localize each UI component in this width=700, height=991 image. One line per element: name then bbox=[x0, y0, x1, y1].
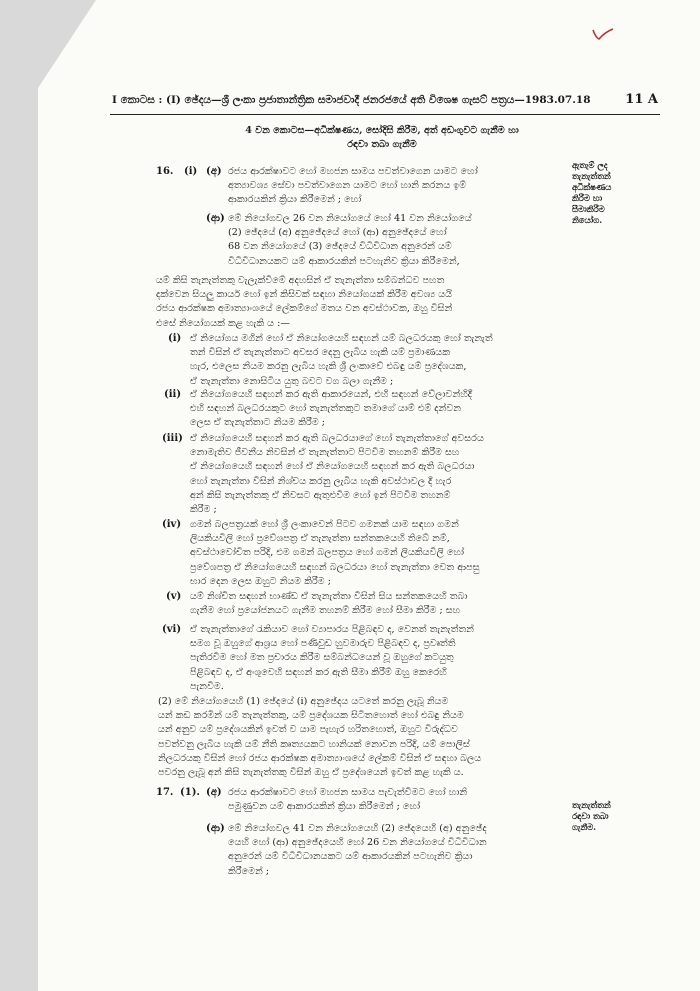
section-17-number: 17. bbox=[156, 787, 174, 798]
text-line: රජය ආරක්ෂාවට හෝ මහජන සාමය පැවැත්වීමට හෝ හානි bbox=[228, 787, 468, 798]
text-line: යෙහි හෝ (ආ) අනුඡේදයෙහි හෝ 26 වන නියෝගයේ විධිවිධාන bbox=[228, 837, 487, 849]
subsection-1-label: (i) bbox=[184, 166, 198, 177]
text-line: රජය ආරක්ෂාවට හෝ මහජන සාමය පවත්වාගෙන යාමට හෝ bbox=[228, 166, 478, 177]
section-16-item-iii bbox=[190, 432, 560, 517]
section-16-item-vi bbox=[190, 623, 560, 694]
text-line: එසේ නියෝගයක් කළ හැකි ය :— bbox=[156, 317, 290, 329]
section-16-intro bbox=[156, 274, 558, 331]
text-line: මේ නියෝගවල 26 වන නියෝගයේ හෝ 41 වන නියෝගයේ bbox=[228, 213, 472, 224]
text-line: සමග වූ ඔහුගේ ආශ්‍රය හෝ පණිවුඩ හුවමාරුව පිළිබඳව ද, ප්‍රවෘත්ති bbox=[190, 638, 456, 650]
margin-line: රඳවා තබා bbox=[572, 811, 609, 821]
margin-line: කිරීම හා bbox=[572, 193, 603, 203]
text-line: අත්‍යාවශ්‍ය සේවා පවත්වාගෙන යාමට හෝ හානි කරනය ඉම් bbox=[228, 180, 467, 192]
page-number: 11 A bbox=[625, 92, 658, 107]
item-ii-label: (ii) bbox=[164, 389, 182, 400]
margin-line: නියෝග. bbox=[572, 215, 603, 225]
item-aa-label: (ආ) bbox=[206, 213, 225, 224]
text-line: රජය ආරක්ෂක අමාත්‍යාංශයේ ලේකම්ගේ මතය වන අවස්ථාවක, ඔහු විසින් bbox=[156, 303, 453, 315]
text-line: ඒ නියෝගයෙහි සඳහන් හෝ ඒ නියෝගයෙහි සඳහන් කර ඇති බලධරයා bbox=[190, 461, 475, 473]
text-line: නොමැතිව ජීවනීය නිවසින් ඒ තැනැත්තාට පිටවීම තහනම් කිරීම සහ bbox=[190, 447, 460, 459]
section-17-item-aa bbox=[228, 822, 560, 879]
text-line: පමුණුවන යම් ආකාරයකින් ක්‍රියා කිරීමෙන් ; හෝ bbox=[228, 801, 421, 813]
heading-line: රඳවා තබා ගැනීම bbox=[347, 139, 417, 151]
text-line: යම් කිසි තැනැත්තකු වැලැක්වීමේ අදහසින් ඒ තැනැත්තා සම්බන්ධව පහත bbox=[156, 275, 445, 286]
text-line: පැතිරවීම හෝ මත ප්‍රචාරය කිරීම සම්බන්ධයෙන් වූ ඔහුගේ කටයුතු bbox=[190, 652, 454, 664]
text-line: 68 වන නියෝගයේ (3) ඡේදයේ විධිවිධාන අනුරෙන් යම් bbox=[228, 241, 452, 253]
text-line: විධිවිධානයකට යම් ආකාරයකින් පටහැනිව ක්‍රියා කිරීමෙන්, bbox=[228, 255, 460, 267]
part-heading bbox=[232, 124, 532, 152]
margin-line: තැනැත්තන් bbox=[572, 800, 611, 810]
text-line: ගමන් බලපත්‍රයක් හෝ ශ්‍රී ලංකාවෙන් පිටව ගමනක් යාම සඳහා ගමන් bbox=[190, 519, 459, 530]
text-line: ගැනීම හෝ ප්‍රයෝජනයට ගැනීම තහනම් කිරීම හෝ සීමා කිරීම ; සහ bbox=[190, 605, 461, 617]
section-16-item-aa bbox=[228, 212, 558, 269]
text-line: ඒ තැනැත්තා නොසිටිය යුතු බවට වග බලා ගැනීම ; bbox=[190, 375, 394, 387]
gazette-page bbox=[38, 0, 700, 991]
margin-line: ඇතැම් ලද bbox=[572, 160, 608, 170]
text-line: ප්‍රවේශපත්‍ර ඒ නියෝගයෙහි සඳහන් බලධරයා හෝ තැනැත්තා වෙත ආපසු bbox=[190, 561, 480, 573]
text-line: ඒ නියෝගයෙහි සඳහන් කර ඇති ආකාරයෙන්, එහි සඳහන් වේලාවන්හිදී bbox=[190, 389, 473, 400]
section-17-item-a-label: (අ) bbox=[206, 787, 222, 798]
item-iv-label: (iv) bbox=[162, 519, 182, 530]
text-line: අනුරෙන් යම් විධිවිධානයකට යම් ආකාරයකින් පටහැනිව ක්‍රියා bbox=[228, 851, 473, 863]
heading-line: 4 වන කොටස—අධීක්ෂණය, සෝදිසි කිරීම, අත් අඩංගුවට ගැනීම හා bbox=[245, 125, 519, 136]
folded-corner bbox=[38, 0, 96, 88]
item-i-label: (i) bbox=[168, 333, 182, 344]
header-rule bbox=[110, 114, 660, 115]
text-line: තන් විසින් ඒ තැනැත්තාට අවසර දෙනු ලැබිය හැකි යම් ප්‍රමාණයක bbox=[190, 347, 450, 359]
text-line: ලෙස ඒ තැනැත්තාට නියම කිරීම ; bbox=[190, 417, 326, 429]
section-16-number: 16. bbox=[156, 166, 174, 177]
text-line: අන් කිසි තැනැත්තකු ඒ නිවසට ඇතුළුවීම හෝ ඉන් පිටවීම තහනම් bbox=[190, 489, 451, 501]
section-16-item-i bbox=[190, 332, 560, 389]
item-v-label: (v) bbox=[166, 591, 182, 602]
text-line: අවස්ථාවෝචිත පරිදි, එම ගමන් බලපත්‍රය හෝ ගමන් ලියකියවිලි හෝ bbox=[190, 547, 465, 559]
section-16-subsection-2 bbox=[158, 695, 560, 780]
margin-line: තැනැත්තන් bbox=[572, 171, 611, 181]
section-17-marginal-note bbox=[572, 800, 648, 833]
text-line: (2) ඡේදයේ (අ) අනුඡේදයේ හෝ (ආ) අනුඡේදයේ හෝ bbox=[228, 227, 447, 239]
text-line: පැනවීම. bbox=[190, 680, 224, 692]
item-a-label: (අ) bbox=[206, 166, 222, 177]
text-line: පිළිබඳව ද, ඒ අංශුවෙහි සඳහන් කර ඇති සීමා කිරීම් ඔහු කෙරෙහි bbox=[190, 666, 447, 678]
section-16-item-iv bbox=[190, 518, 560, 589]
margin-line: ගැනීම. bbox=[572, 822, 597, 832]
text-line: හැර, එලෙස නියම කරනු ලැබිය හැකි ශ්‍රී ලංකාවේ එබඳු යම් ප්‍රදේශයක, bbox=[190, 361, 467, 373]
text-line: යන් අනුව යම් ප්‍රදේශයකින් ඉවත් ව යාම පැහැර හරිතහොත්, ඔහුට විරුද්ධව bbox=[158, 724, 458, 736]
text-line: නිලධරයකු විසින් හෝ රජය ආරක්ෂක අමාත්‍යාංශයේ ලේකම් විසින් ඒ සඳහා බලය bbox=[158, 752, 482, 764]
header-text: I කොටස : (I) ඡේදය—ශ්‍රී ලංකා ප්‍රජාතාන්ත්‍රික සමාජවාදී ජනරජයේ අති විශෙෂ ගැසට් පත්‍රය—1983.07.18 bbox=[112, 94, 591, 106]
gazette-header bbox=[112, 94, 658, 107]
text-line: යම් නිශ්චිත සඳහන් භාණ්ඩ ඒ තැනැත්තා විසින් සිය සන්තකයෙහි තබා bbox=[190, 591, 468, 602]
text-line: පවරනු ලැබූ අන් කිසි තැනැත්තකු විසින් ඔහු ඒ ප්‍රදේශයෙන් ඉවත් කළ හැකි ය. bbox=[158, 767, 464, 779]
text-line: හෝ තැනැත්තා විසින් නිශ්චය කරනු ලැබිය හැකි අවස්ථාවල දී හැර bbox=[190, 475, 452, 487]
margin-line: අධීක්ෂණය bbox=[572, 182, 612, 192]
text-line: ඒ නියෝගයෙහි සඳහන් කර ඇති බලධරයාගේ හෝ තැනැත්තාගේ අවසරය bbox=[190, 433, 484, 444]
text-line: මේ නියෝගවල 41 වන නියෝගයෙහි (2) ඡේදයෙහි (අ) අනුඡේද bbox=[228, 823, 487, 834]
text-line: යන් කඩ කරමින් යම් තැනැත්තකු, යම් ප්‍රදේශයක සිටිතහොත් හෝ එබඳු නියම bbox=[158, 710, 464, 722]
text-line: (2) මේ නියෝගයෙහි (1) ඡේදයේ (i) අනුඡේදය යටතේ කරනු ලැබූ නියම bbox=[158, 696, 449, 707]
text-line: එහි සඳහන් බලධරයකුට හෝ තැනැත්තකුට තමාගේ යාම් එම් දන්වන bbox=[190, 403, 462, 415]
section-16-item-v bbox=[190, 590, 560, 618]
section-16-marginal-note bbox=[572, 160, 648, 226]
handwritten-check-mark bbox=[591, 26, 615, 42]
text-line: භාර දෙන ලෙස ඔහුට නියම කිරීම ; bbox=[190, 575, 331, 587]
text-line: ඒ නියෝගය මගින් හෝ ඒ නියෝගයෙහි සඳහන් යම් බලධරයකු හෝ තැනැත් bbox=[190, 333, 493, 344]
text-line: ආකාරයකින් ක්‍රියා කිරීමෙන් ; හෝ bbox=[228, 194, 362, 206]
section-17-item-aa-label: (ආ) bbox=[206, 823, 225, 834]
text-line: ඒ තැනැත්තාගේ රැකියාව හෝ ව්‍යාපාරය පිළිබඳව ද, වෙනත් තැනැත්තන් bbox=[190, 624, 474, 635]
section-17-item-a bbox=[228, 786, 560, 814]
section-16-item-a bbox=[228, 165, 558, 208]
text-line: කිරීමෙන් ; bbox=[228, 865, 270, 877]
margin-line: සීමාකිරීම bbox=[572, 204, 605, 214]
text-line: ලියකියවිලි හෝ ප්‍රවේශපත්‍ර ඒ තැනැත්තා සන්තකයෙහි තිබේ නම්, bbox=[190, 533, 450, 545]
item-vi-label: (vi) bbox=[162, 624, 182, 635]
text-line: කිරීම ; bbox=[190, 504, 217, 516]
section-16-item-ii bbox=[190, 388, 560, 431]
section-17-subsection-label: (1). bbox=[180, 787, 200, 798]
item-iii-label: (iii) bbox=[162, 433, 183, 444]
text-line: දක්වෙන සියලු කාර්ය හෝ ඉන් කිසිවක් සඳහා නියෝගයක් කිරීම අවශ්‍ය යයි bbox=[156, 289, 453, 301]
text-line: පවත්වනු ලැබිය හැකි යම් නීති කෘත්‍යයකට හානියක් නොවන පරිදි, යම් පොලිස් bbox=[158, 738, 470, 750]
